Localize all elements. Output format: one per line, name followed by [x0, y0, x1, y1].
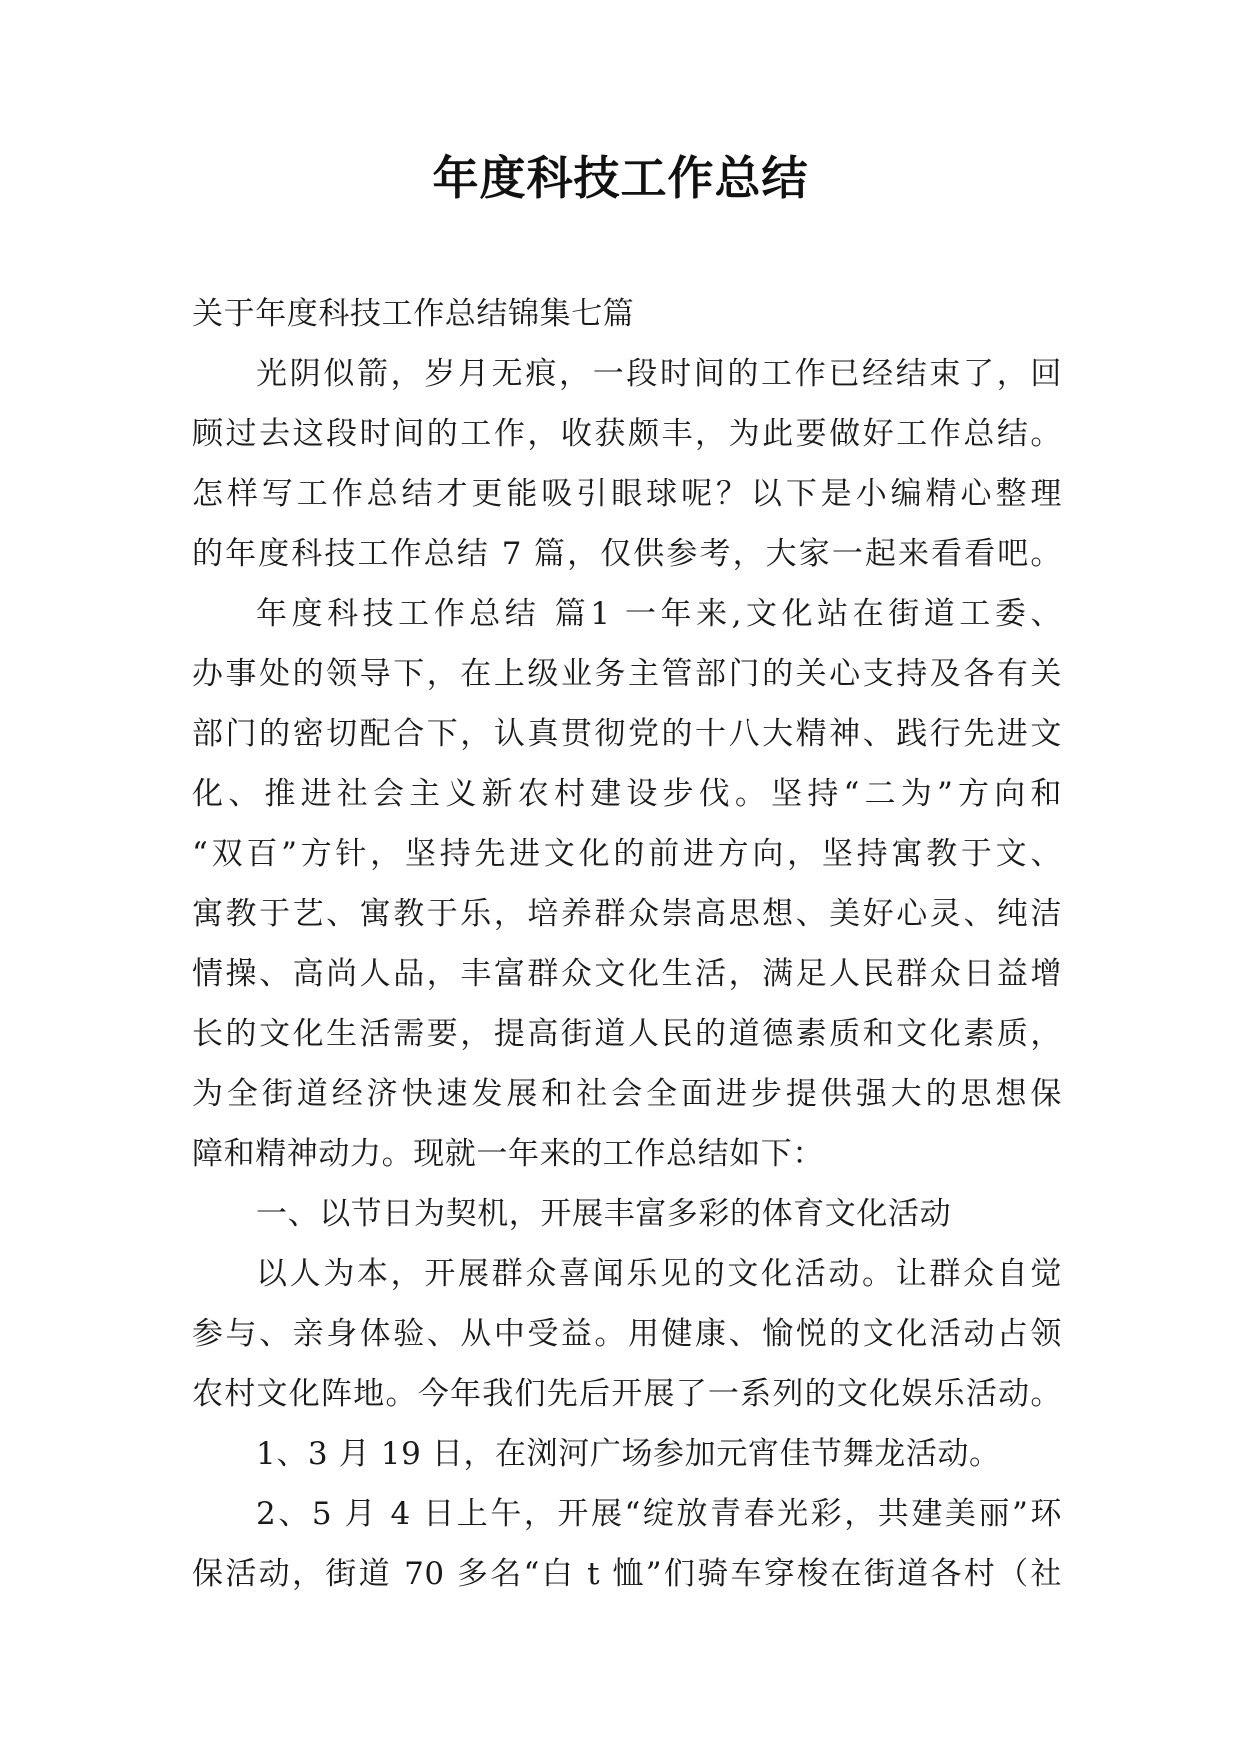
text-line: 顾过去这段时间的工作，收获颇丰，为此要做好工作总结。 [192, 416, 1062, 452]
text-line: 年度科技工作总结 篇1 一年来,文化站在街道工委、 [256, 596, 1062, 632]
text-line: 关于年度科技工作总结锦集七篇 [192, 296, 635, 332]
text-line: 为全街道经济快速发展和社会全面进步提供强大的思想保 [192, 1076, 1062, 1112]
text-line: 化、推进社会主义新农村建设步伐。坚持“二为”方向和 [192, 776, 1062, 812]
document-title: 年度科技工作总结 [432, 151, 809, 205]
text-line: 情操、高尚人品，丰富群众文化生活，满足人民群众日益增 [192, 956, 1062, 992]
text-line: 部门的密切配合下，认真贯彻党的十八大精神、践行先进文 [192, 716, 1062, 752]
text-line: 一、以节日为契机，开展丰富多彩的体育文化活动 [256, 1196, 952, 1232]
text-line: 的年度科技工作总结 7 篇，仅供参考，大家一起来看看吧。 [192, 536, 1062, 572]
text-line: 农村文化阵地。今年我们先后开展了一系列的文化娱乐活动。 [192, 1376, 1062, 1412]
text-line: 以人为本，开展群众喜闻乐见的文化活动。让群众自觉 [256, 1256, 1062, 1292]
text-line: 2、5 月 4 日上午，开展“绽放青春光彩，共建美丽”环 [256, 1496, 1062, 1532]
text-line: “双百”方针，坚持先进文化的前进方向，坚持寓教于文、 [192, 836, 1062, 872]
text-line: 办事处的领导下，在上级业务主管部门的关心支持及各有关 [192, 656, 1062, 692]
text-line: 障和精神动力。现就一年来的工作总结如下： [192, 1136, 824, 1172]
text-line: 光阴似箭，岁月无痕，一段时间的工作已经结束了，回 [256, 356, 1062, 392]
text-line: 参与、亲身体验、从中受益。用健康、愉悦的文化活动占领 [192, 1316, 1062, 1352]
document-body [192, 284, 1062, 1604]
text-line: 长的文化生活需要，提高街道人民的道德素质和文化素质， [192, 1016, 1062, 1052]
text-line: 怎样写工作总结才更能吸引眼球呢？以下是小编精心整理 [192, 476, 1062, 512]
text-line: 寓教于艺、寓教于乐，培养群众崇高思想、美好心灵、纯洁 [192, 896, 1062, 932]
text-line: 保活动，街道 70 多名“白 t 恤”们骑车穿梭在街道各村（社 [192, 1556, 1062, 1592]
text-line: 1、3 月 19 日，在浏河广场参加元宵佳节舞龙活动。 [256, 1436, 1001, 1472]
